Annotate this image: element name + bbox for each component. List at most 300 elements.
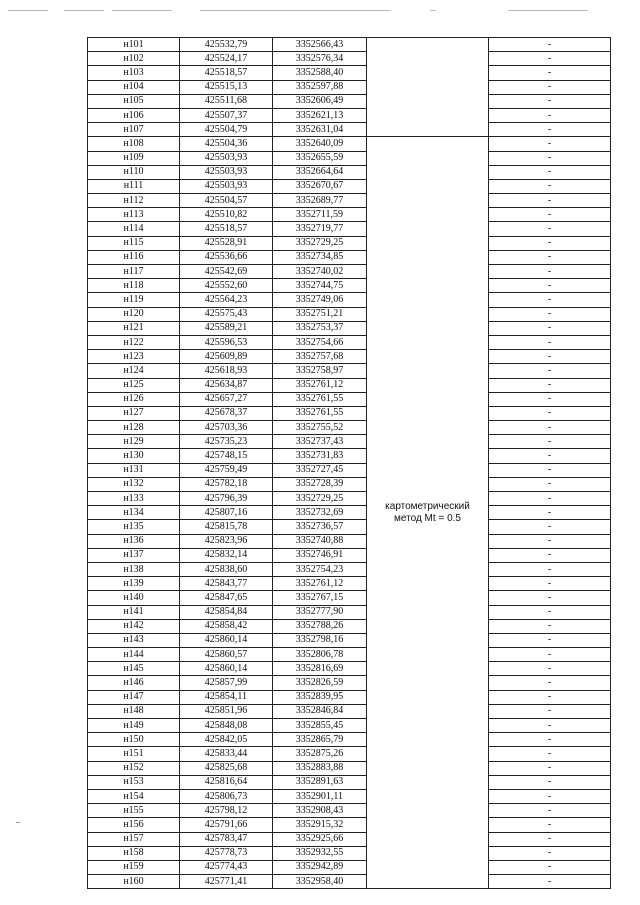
x-coordinate-cell: 425575,43: [180, 307, 273, 321]
x-coordinate-cell: 425854,84: [180, 605, 273, 619]
y-coordinate-cell: 3352883,88: [273, 761, 367, 775]
note-cell: -: [489, 222, 611, 236]
point-name-cell: н105: [88, 94, 180, 108]
table-row: [88, 378, 611, 392]
table-row: [88, 80, 611, 94]
y-coordinate-cell: 3352606,49: [273, 94, 367, 108]
y-coordinate-cell: 3352865,79: [273, 733, 367, 747]
x-coordinate-cell: 425564,23: [180, 293, 273, 307]
note-cell: -: [489, 165, 611, 179]
note-cell: -: [489, 293, 611, 307]
point-name-cell: н136: [88, 534, 180, 548]
y-coordinate-cell: 3352746,91: [273, 548, 367, 562]
scan-margin-mark: [16, 822, 20, 823]
note-cell: -: [489, 392, 611, 406]
x-coordinate-cell: 425518,57: [180, 66, 273, 80]
table-row: [88, 492, 611, 506]
y-coordinate-cell: 3352631,04: [273, 123, 367, 137]
point-name-cell: н160: [88, 875, 180, 889]
note-cell: -: [489, 704, 611, 718]
point-name-cell: н110: [88, 165, 180, 179]
table-row: [88, 279, 611, 293]
table-row: [88, 733, 611, 747]
note-cell: -: [489, 321, 611, 335]
x-coordinate-cell: 425504,57: [180, 194, 273, 208]
note-cell: -: [489, 789, 611, 803]
note-cell: -: [489, 619, 611, 633]
x-coordinate-cell: 425503,93: [180, 151, 273, 165]
note-cell: -: [489, 435, 611, 449]
point-name-cell: н144: [88, 648, 180, 662]
y-coordinate-cell: 3352689,77: [273, 194, 367, 208]
method-cell: картометрический метод Mt = 0.5: [367, 137, 489, 889]
x-coordinate-cell: 425782,18: [180, 477, 273, 491]
y-coordinate-cell: 3352846,84: [273, 704, 367, 718]
note-cell: -: [489, 662, 611, 676]
table-row: [88, 52, 611, 66]
y-coordinate-cell: 3352740,02: [273, 265, 367, 279]
point-name-cell: н147: [88, 690, 180, 704]
x-coordinate-cell: 425510,82: [180, 208, 273, 222]
table-row: [88, 832, 611, 846]
point-name-cell: н118: [88, 279, 180, 293]
table-row: [88, 293, 611, 307]
x-coordinate-cell: 425507,37: [180, 108, 273, 122]
y-coordinate-cell: 3352727,45: [273, 463, 367, 477]
y-coordinate-cell: 3352621,13: [273, 108, 367, 122]
x-coordinate-cell: 425774,43: [180, 860, 273, 874]
point-name-cell: н156: [88, 818, 180, 832]
y-coordinate-cell: 3352655,59: [273, 151, 367, 165]
point-name-cell: н103: [88, 66, 180, 80]
note-cell: -: [489, 250, 611, 264]
table-row: [88, 633, 611, 647]
y-coordinate-cell: 3352731,83: [273, 449, 367, 463]
point-name-cell: н130: [88, 449, 180, 463]
x-coordinate-cell: 425759,49: [180, 463, 273, 477]
x-coordinate-cell: 425503,93: [180, 179, 273, 193]
point-name-cell: н159: [88, 860, 180, 874]
point-name-cell: н125: [88, 378, 180, 392]
table-row: [88, 364, 611, 378]
note-cell: -: [489, 875, 611, 889]
x-coordinate-cell: 425796,39: [180, 492, 273, 506]
empty-method-cell: [367, 38, 489, 137]
y-coordinate-cell: 3352588,40: [273, 66, 367, 80]
table-row: [88, 548, 611, 562]
point-name-cell: н123: [88, 350, 180, 364]
note-cell: -: [489, 506, 611, 520]
note-cell: -: [489, 832, 611, 846]
y-coordinate-cell: 3352915,32: [273, 818, 367, 832]
y-coordinate-cell: 3352761,12: [273, 577, 367, 591]
x-coordinate-cell: 425532,79: [180, 38, 273, 52]
point-name-cell: н140: [88, 591, 180, 605]
x-coordinate-cell: 425735,23: [180, 435, 273, 449]
point-name-cell: н132: [88, 477, 180, 491]
note-cell: -: [489, 108, 611, 122]
scan-top-rule: [0, 10, 640, 12]
x-coordinate-cell: 425524,17: [180, 52, 273, 66]
table-row: [88, 747, 611, 761]
x-coordinate-cell: 425842,05: [180, 733, 273, 747]
x-coordinate-cell: 425596,53: [180, 335, 273, 349]
y-coordinate-cell: 3352640,09: [273, 137, 367, 151]
x-coordinate-cell: 425848,08: [180, 719, 273, 733]
table-row: [88, 165, 611, 179]
note-cell: -: [489, 364, 611, 378]
table-row: [88, 392, 611, 406]
point-name-cell: н114: [88, 222, 180, 236]
point-name-cell: н101: [88, 38, 180, 52]
y-coordinate-cell: 3352908,43: [273, 804, 367, 818]
table-row: [88, 789, 611, 803]
point-name-cell: н157: [88, 832, 180, 846]
note-cell: -: [489, 591, 611, 605]
table-row: [88, 804, 611, 818]
note-cell: -: [489, 633, 611, 647]
note-cell: -: [489, 123, 611, 137]
table-row: [88, 406, 611, 420]
table-row: [88, 577, 611, 591]
x-coordinate-cell: 425528,91: [180, 236, 273, 250]
note-cell: -: [489, 577, 611, 591]
table-row: [88, 662, 611, 676]
table-row: [88, 875, 611, 889]
y-coordinate-cell: 3352798,16: [273, 633, 367, 647]
y-coordinate-cell: 3352761,12: [273, 378, 367, 392]
y-coordinate-cell: 3352942,89: [273, 860, 367, 874]
y-coordinate-cell: 3352728,39: [273, 477, 367, 491]
point-name-cell: н129: [88, 435, 180, 449]
y-coordinate-cell: 3352740,88: [273, 534, 367, 548]
x-coordinate-cell: 425816,64: [180, 775, 273, 789]
x-coordinate-cell: 425851,96: [180, 704, 273, 718]
table-row: [88, 648, 611, 662]
table-row: [88, 704, 611, 718]
point-name-cell: н149: [88, 719, 180, 733]
table-row: [88, 605, 611, 619]
table-row: [88, 449, 611, 463]
table-row: [88, 719, 611, 733]
point-name-cell: н116: [88, 250, 180, 264]
y-coordinate-cell: 3352737,43: [273, 435, 367, 449]
x-coordinate-cell: 425823,96: [180, 534, 273, 548]
y-coordinate-cell: 3352757,68: [273, 350, 367, 364]
note-cell: -: [489, 818, 611, 832]
x-coordinate-cell: 425798,12: [180, 804, 273, 818]
x-coordinate-cell: 425609,89: [180, 350, 273, 364]
y-coordinate-cell: 3352839,95: [273, 690, 367, 704]
coordinates-table: [87, 37, 611, 889]
y-coordinate-cell: 3352777,90: [273, 605, 367, 619]
note-cell: -: [489, 80, 611, 94]
point-name-cell: н117: [88, 265, 180, 279]
x-coordinate-cell: 425860,14: [180, 662, 273, 676]
x-coordinate-cell: 425806,73: [180, 789, 273, 803]
table-row: [88, 265, 611, 279]
x-coordinate-cell: 425589,21: [180, 321, 273, 335]
note-cell: -: [489, 449, 611, 463]
x-coordinate-cell: 425858,42: [180, 619, 273, 633]
note-cell: -: [489, 747, 611, 761]
table-row: [88, 690, 611, 704]
note-cell: -: [489, 492, 611, 506]
point-name-cell: н122: [88, 335, 180, 349]
note-cell: -: [489, 690, 611, 704]
note-cell: -: [489, 208, 611, 222]
point-name-cell: н127: [88, 406, 180, 420]
y-coordinate-cell: 3352744,75: [273, 279, 367, 293]
y-coordinate-cell: 3352901,11: [273, 789, 367, 803]
table-row: [88, 350, 611, 364]
x-coordinate-cell: 425807,16: [180, 506, 273, 520]
point-name-cell: н155: [88, 804, 180, 818]
table-row: [88, 534, 611, 548]
x-coordinate-cell: 425748,15: [180, 449, 273, 463]
note-cell: -: [489, 38, 611, 52]
y-coordinate-cell: 3352761,55: [273, 392, 367, 406]
point-name-cell: н154: [88, 789, 180, 803]
note-cell: -: [489, 265, 611, 279]
note-cell: -: [489, 52, 611, 66]
x-coordinate-cell: 425771,41: [180, 875, 273, 889]
point-name-cell: н139: [88, 577, 180, 591]
y-coordinate-cell: 3352754,66: [273, 335, 367, 349]
table-row: [88, 562, 611, 576]
note-cell: -: [489, 378, 611, 392]
y-coordinate-cell: 3352566,43: [273, 38, 367, 52]
table-row: [88, 208, 611, 222]
note-cell: -: [489, 179, 611, 193]
x-coordinate-cell: 425857,99: [180, 676, 273, 690]
table-row: [88, 506, 611, 520]
x-coordinate-cell: 425657,27: [180, 392, 273, 406]
y-coordinate-cell: 3352732,69: [273, 506, 367, 520]
point-name-cell: н131: [88, 463, 180, 477]
y-coordinate-cell: 3352767,15: [273, 591, 367, 605]
x-coordinate-cell: 425838,60: [180, 562, 273, 576]
y-coordinate-cell: 3352958,40: [273, 875, 367, 889]
point-name-cell: н142: [88, 619, 180, 633]
table-row: [88, 151, 611, 165]
point-name-cell: н143: [88, 633, 180, 647]
x-coordinate-cell: 425542,69: [180, 265, 273, 279]
y-coordinate-cell: 3352736,57: [273, 520, 367, 534]
y-coordinate-cell: 3352754,23: [273, 562, 367, 576]
point-name-cell: н109: [88, 151, 180, 165]
point-name-cell: н148: [88, 704, 180, 718]
note-cell: -: [489, 94, 611, 108]
note-cell: -: [489, 860, 611, 874]
point-name-cell: н151: [88, 747, 180, 761]
y-coordinate-cell: 3352670,67: [273, 179, 367, 193]
y-coordinate-cell: 3352711,59: [273, 208, 367, 222]
point-name-cell: н121: [88, 321, 180, 335]
note-cell: -: [489, 421, 611, 435]
x-coordinate-cell: 425511,68: [180, 94, 273, 108]
x-coordinate-cell: 425552,60: [180, 279, 273, 293]
point-name-cell: н115: [88, 236, 180, 250]
y-coordinate-cell: 3352925,66: [273, 832, 367, 846]
table-row: [88, 846, 611, 860]
point-name-cell: н111: [88, 179, 180, 193]
x-coordinate-cell: 425518,57: [180, 222, 273, 236]
note-cell: -: [489, 562, 611, 576]
table-row: [88, 435, 611, 449]
point-name-cell: н108: [88, 137, 180, 151]
x-coordinate-cell: 425678,37: [180, 406, 273, 420]
x-coordinate-cell: 425854,11: [180, 690, 273, 704]
point-name-cell: н120: [88, 307, 180, 321]
point-name-cell: н124: [88, 364, 180, 378]
x-coordinate-cell: 425832,14: [180, 548, 273, 562]
point-name-cell: н153: [88, 775, 180, 789]
note-cell: -: [489, 236, 611, 250]
y-coordinate-cell: 3352755,52: [273, 421, 367, 435]
note-cell: -: [489, 676, 611, 690]
point-name-cell: н135: [88, 520, 180, 534]
point-name-cell: н104: [88, 80, 180, 94]
point-name-cell: н112: [88, 194, 180, 208]
x-coordinate-cell: 425504,36: [180, 137, 273, 151]
x-coordinate-cell: 425504,79: [180, 123, 273, 137]
point-name-cell: н150: [88, 733, 180, 747]
table-row: [88, 250, 611, 264]
y-coordinate-cell: 3352875,26: [273, 747, 367, 761]
y-coordinate-cell: 3352753,37: [273, 321, 367, 335]
point-name-cell: н133: [88, 492, 180, 506]
table-row: [88, 520, 611, 534]
x-coordinate-cell: 425778,73: [180, 846, 273, 860]
note-cell: -: [489, 534, 611, 548]
table-row: [88, 123, 611, 137]
x-coordinate-cell: 425634,87: [180, 378, 273, 392]
table-row: [88, 463, 611, 477]
x-coordinate-cell: 425847,65: [180, 591, 273, 605]
y-coordinate-cell: 3352816,69: [273, 662, 367, 676]
note-cell: -: [489, 307, 611, 321]
note-cell: -: [489, 66, 611, 80]
point-name-cell: н128: [88, 421, 180, 435]
point-name-cell: н145: [88, 662, 180, 676]
y-coordinate-cell: 3352749,06: [273, 293, 367, 307]
note-cell: -: [489, 463, 611, 477]
x-coordinate-cell: 425833,44: [180, 747, 273, 761]
table-row: [88, 421, 611, 435]
point-name-cell: н107: [88, 123, 180, 137]
x-coordinate-cell: 425618,93: [180, 364, 273, 378]
note-cell: -: [489, 335, 611, 349]
table-row: [88, 179, 611, 193]
x-coordinate-cell: 425783,47: [180, 832, 273, 846]
note-cell: -: [489, 194, 611, 208]
x-coordinate-cell: 425515,13: [180, 80, 273, 94]
note-cell: -: [489, 648, 611, 662]
table-row: [88, 137, 611, 151]
y-coordinate-cell: 3352597,88: [273, 80, 367, 94]
coordinates-table-body: [88, 38, 611, 889]
y-coordinate-cell: 3352826,59: [273, 676, 367, 690]
y-coordinate-cell: 3352855,45: [273, 719, 367, 733]
table-row: [88, 591, 611, 605]
y-coordinate-cell: 3352891,63: [273, 775, 367, 789]
table-row: [88, 38, 611, 52]
table-row: [88, 818, 611, 832]
point-name-cell: н102: [88, 52, 180, 66]
note-cell: -: [489, 804, 611, 818]
x-coordinate-cell: 425843,77: [180, 577, 273, 591]
table-row: [88, 619, 611, 633]
point-name-cell: н119: [88, 293, 180, 307]
x-coordinate-cell: 425860,57: [180, 648, 273, 662]
table-row: [88, 335, 611, 349]
y-coordinate-cell: 3352734,85: [273, 250, 367, 264]
point-name-cell: н138: [88, 562, 180, 576]
note-cell: -: [489, 719, 611, 733]
y-coordinate-cell: 3352719,77: [273, 222, 367, 236]
note-cell: -: [489, 733, 611, 747]
x-coordinate-cell: 425860,14: [180, 633, 273, 647]
x-coordinate-cell: 425791,66: [180, 818, 273, 832]
x-coordinate-cell: 425536,66: [180, 250, 273, 264]
table-row: [88, 236, 611, 250]
note-cell: -: [489, 137, 611, 151]
table-row: [88, 775, 611, 789]
point-name-cell: н146: [88, 676, 180, 690]
point-name-cell: н106: [88, 108, 180, 122]
y-coordinate-cell: 3352751,21: [273, 307, 367, 321]
note-cell: -: [489, 761, 611, 775]
table-row: [88, 761, 611, 775]
point-name-cell: н134: [88, 506, 180, 520]
y-coordinate-cell: 3352729,25: [273, 492, 367, 506]
point-name-cell: н141: [88, 605, 180, 619]
note-cell: -: [489, 350, 611, 364]
note-cell: -: [489, 520, 611, 534]
y-coordinate-cell: 3352664,64: [273, 165, 367, 179]
note-cell: -: [489, 477, 611, 491]
note-cell: -: [489, 151, 611, 165]
note-cell: -: [489, 406, 611, 420]
table-row: [88, 108, 611, 122]
y-coordinate-cell: 3352788,26: [273, 619, 367, 633]
point-name-cell: н113: [88, 208, 180, 222]
table-row: [88, 307, 611, 321]
note-cell: -: [489, 775, 611, 789]
note-cell: -: [489, 548, 611, 562]
y-coordinate-cell: 3352729,25: [273, 236, 367, 250]
y-coordinate-cell: 3352576,34: [273, 52, 367, 66]
table-row: [88, 66, 611, 80]
note-cell: -: [489, 846, 611, 860]
y-coordinate-cell: 3352932,55: [273, 846, 367, 860]
x-coordinate-cell: 425703,36: [180, 421, 273, 435]
y-coordinate-cell: 3352806,78: [273, 648, 367, 662]
x-coordinate-cell: 425503,93: [180, 165, 273, 179]
table-row: [88, 321, 611, 335]
table-row: [88, 477, 611, 491]
point-name-cell: н137: [88, 548, 180, 562]
y-coordinate-cell: 3352761,55: [273, 406, 367, 420]
point-name-cell: н152: [88, 761, 180, 775]
table-row: [88, 194, 611, 208]
table-row: [88, 860, 611, 874]
note-cell: -: [489, 605, 611, 619]
table-row: [88, 222, 611, 236]
y-coordinate-cell: 3352758,97: [273, 364, 367, 378]
point-name-cell: н126: [88, 392, 180, 406]
